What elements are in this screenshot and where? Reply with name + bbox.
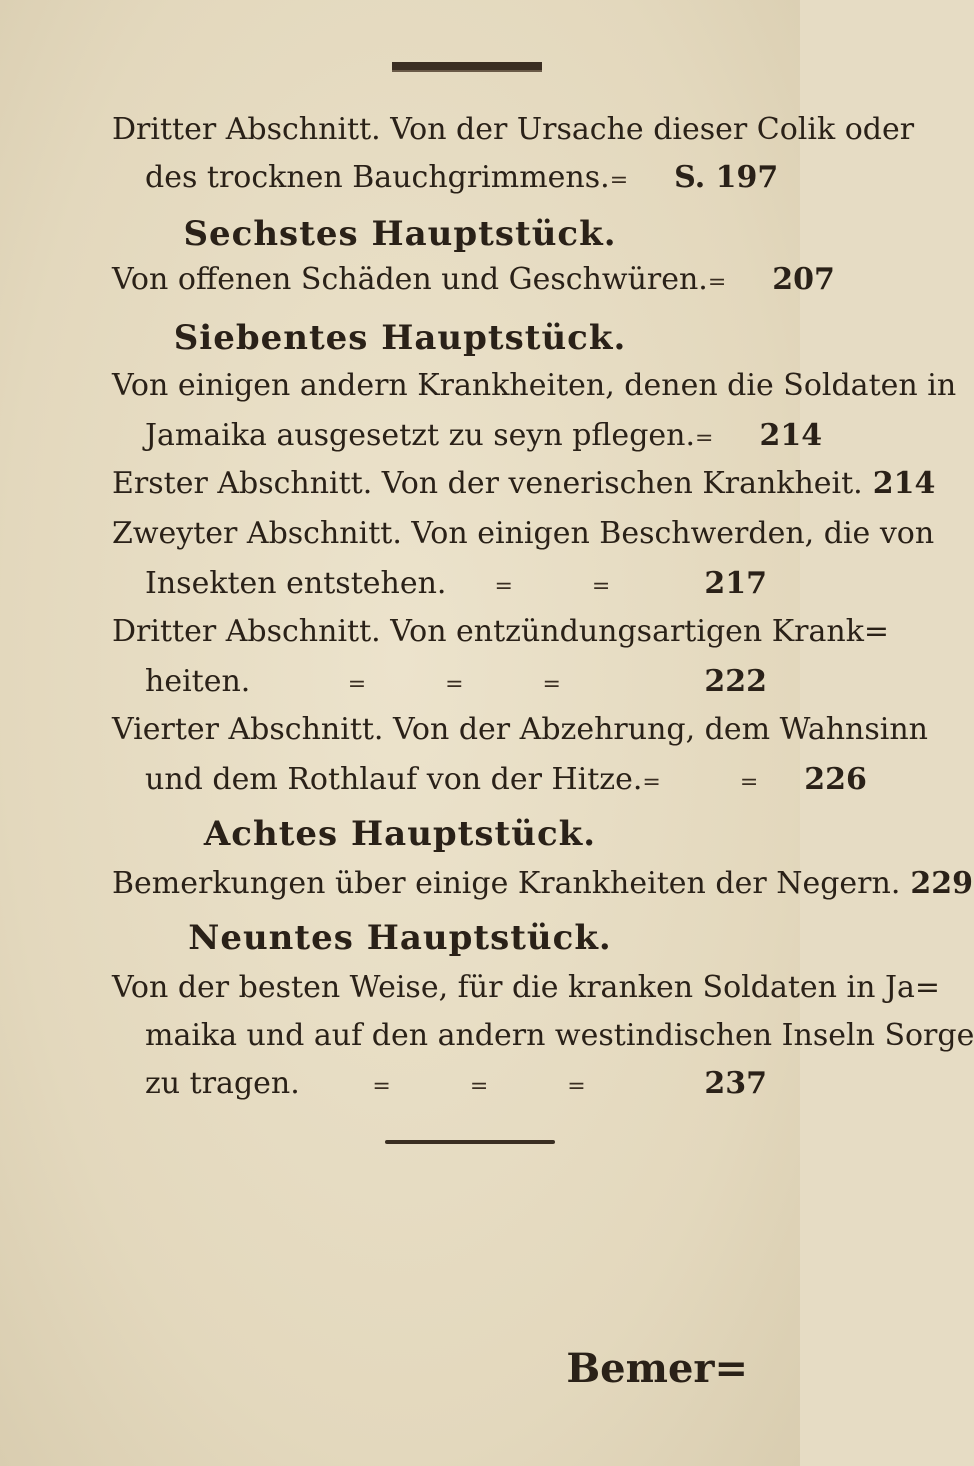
entry-text: Vierter Abschnitt. Von der Abzehrung, dem Wahnsinn [112, 712, 929, 747]
toc-entry [112, 516, 935, 560]
toc-entry [112, 112, 915, 156]
end-ornament-rule [385, 1140, 555, 1144]
chapter-heading: Neuntes Hauptstück. [188, 918, 612, 958]
page-number: 226 [804, 762, 867, 797]
toc-entry [145, 1066, 767, 1110]
page-number: 229 [910, 866, 973, 901]
entry-text: zu tragen. [145, 1066, 300, 1101]
leader-marks: = = [642, 770, 795, 795]
toc-entry [112, 614, 890, 658]
page-number: 222 [704, 664, 767, 699]
toc-entry [112, 262, 835, 306]
page-number: 237 [704, 1066, 767, 1101]
toc-entry [145, 664, 767, 708]
toc-entry [112, 866, 973, 910]
toc-entry [145, 418, 823, 462]
toc-entry [145, 566, 767, 610]
entry-text: Von offenen Schäden und Geschwüren. [112, 262, 708, 297]
page-number: 214 [759, 418, 823, 453]
toc-entry [112, 970, 941, 1014]
toc-entry [145, 762, 867, 806]
entry-text: Von der besten Weise, für die kranken Soldaten in Ja= [112, 970, 941, 1005]
leader-marks: = [609, 168, 665, 193]
toc-entry [145, 160, 779, 204]
page-number: 207 [772, 262, 835, 297]
leader-marks: = = [494, 574, 647, 599]
entry-text: Erster Abschnitt. Von der venerischen Krankheit. [112, 466, 863, 501]
entry-text: Von einigen andern Krankheiten, denen die Soldaten in [112, 368, 957, 403]
toc-entry [112, 368, 957, 412]
chapter-heading: Achtes Hauptstück. [203, 814, 597, 854]
catchword: Bemer= [566, 1345, 748, 1392]
toc-entry [145, 1018, 974, 1062]
entry-text: und dem Rothlauf von der Hitze. [145, 762, 643, 797]
chapter-heading: Sechstes Hauptstück. [183, 214, 617, 254]
entry-text: Zweyter Abschnitt. Von einigen Beschwerden, die von [112, 516, 935, 551]
entry-text: Dritter Abschnitt. Von entzündungsartigen Krank= [112, 614, 890, 649]
toc-entry [112, 712, 929, 756]
leader-marks: = [695, 426, 750, 451]
page-number: 217 [704, 566, 767, 601]
top-ornament-rule [392, 62, 542, 72]
entry-text: maika und auf den andern westindischen Inseln Sorge [145, 1018, 974, 1053]
leader-marks: = = = [372, 1074, 622, 1099]
page-number: 214 [872, 466, 936, 501]
entry-text: Jamaika ausgesetzt zu seyn pflegen. [145, 418, 696, 453]
entry-text: Insekten entstehen. [145, 566, 447, 601]
entry-text: Dritter Abschnitt. Von der Ursache dieser Colik oder [112, 112, 915, 147]
entry-text: heiten. [145, 664, 251, 699]
chapter-heading: Siebentes Hauptstück. [173, 318, 627, 358]
leader-marks: = = = [347, 672, 597, 697]
leader-marks: = [707, 270, 763, 295]
entry-text: des trocknen Bauchgrimmens. [145, 160, 610, 195]
page-number: S. 197 [674, 160, 779, 195]
toc-entry [112, 466, 936, 510]
entry-text: Bemerkungen über einige Krankheiten der Negern. [112, 866, 901, 901]
